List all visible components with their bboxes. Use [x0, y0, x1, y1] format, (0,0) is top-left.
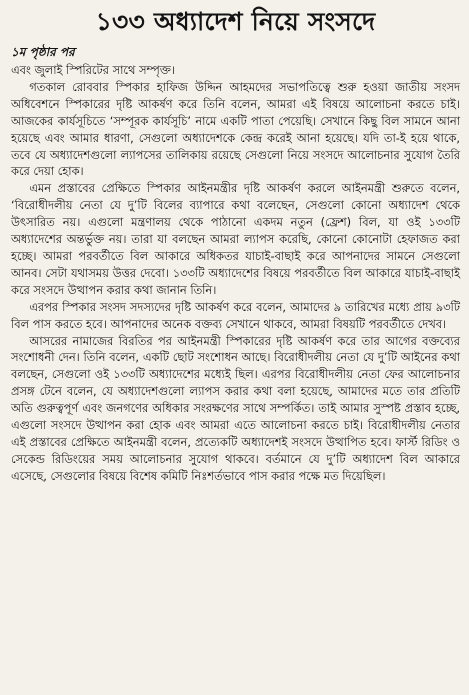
- article-paragraph: এমন প্রস্তাবের প্রেক্ষিতে স্পিকার আইনমন্ত্রীর দৃষ্টি আকর্ষণ করলে আইনমন্ত্রী শুরুতে বলেন, ‘বিরোধীদলীয় নেতা যে দু’টি বিলের ব্যাপারে কথা বলেছেন, সেগুলো কোনো অধ্যাদেশ থেকে উৎসারিত নয়। এগুলো মন্ত্রণালয় থেকে পাঠানো একদম নতুন (ফ্রেশ) বিল, যা ওই ১৩৩টি অধ্যাদেশের অন্তর্ভুক্ত নয়। তারা যা বলছেন আমরা ল্যাপস করেছি, কোনো কোনোটা হেফাজত করা হচ্ছে। আমরা পরবর্তীতে বিল আকারে অধিকতর যাচাই-বাছাই করে আপনাদের সামনে সেগুলো আনব। সেটা যথাসময় উত্তর দেবো। ১৩৩টি অধ্যাদেশের বিষয়ে পরবর্তীতে বিল আকারে যাচাই-বাছাই করে সংসদে উত্থাপন করার কথা জানান তিনি।: [11, 181, 460, 297]
- continued-from-label: ১ম পৃষ্ঠার পর: [11, 45, 75, 59]
- article-body: [11, 62, 460, 485]
- article-paragraph: আসরের নামাজের বিরতির পর আইনমন্ত্রী স্পিকারের দৃষ্টি আকর্ষণ করে তার আগের বক্তব্যের সংশোধনী দেন। তিনি বলেন, একটি ছোট সংশোধন আছে। বিরোধীদলীয় নেতা যে দু’টি আইনের কথা বলছেন, সেগুলো ওই ১৩৩টি অধ্যাদেশের মধ্যেই ছিল। এরপর বিরোধীদলীয় নেতা ফের আলোচনার প্রসঙ্গ টেনে বলেন, যে অধ্যাদেশগুলো ল্যাপস করার কথা বলা হয়েছে, আমাদের মতে তার প্রতিটি অতি গুরুত্বপূর্ণ এবং জনগণের অধিকার সংরক্ষণের সাথে সম্পর্কিত। তাই আমার সুস্পষ্ট প্রস্তাব হচ্ছে, এগুলো সংসদে উত্থাপন করা হোক এবং আমরা এতে আলোচনা করতে চাই। বিরোধীদলীয় নেতার এই প্রস্তাবের প্রেক্ষিতে আইনমন্ত্রী বলেন, প্রত্যেকটি অধ্যাদেশই সংসদে উত্থাপিত হবে। ফার্স্ট রিডিং ও সেকেন্ড রিডিংয়ের সময় আলোচনার সুযোগ থাকবে। বর্তমানে যে দু’টি অধ্যাদেশ বিল আকারে এসেছে, সেগুলোর বিষয়ে বিশেষ কমিটি নিঃশর্তভাবে পাস করার পক্ষে মত দিয়েছিল।: [11, 333, 460, 483]
- article-paragraph: এবং জুলাই স্পিরিটের সাথে সম্পৃক্ত।: [11, 63, 175, 77]
- article-paragraph: এরপর স্পিকার সংসদ সদস্যদের দৃষ্টি আকর্ষণ করে বলেন, আমাদের ৯ তারিখের মধ্যে প্রায় ৯৩টি বিল পাস করতে হবে। আপনাদের অনেক বক্তব্য সেখানে থাকবে, আমরা বিষয়টি পরবর্তীতে দেখব।: [11, 299, 460, 331]
- headline: ১৩৩ অধ্যাদেশ নিয়ে সংসদে: [95, 7, 376, 36]
- article-paragraph: গতকাল রোববার স্পিকার হাফিজ উদ্দিন আহমদের সভাপতিত্বে শুরু হওয়া জাতীয় সংসদ অধিবেশনে স্পিকারের দৃষ্টি আকর্ষণ করে তিনি বলেন, আমরা এই বিষয়ে আলোচনা করতে চাই। আজকের কার্যসূচিতে ‘সম্পূরক কার্যসূচি’ নামে একটি পাতা পেয়েছি। সেখানে কিছু বিল সামনে আনা হয়েছে এবং আমার ধারণা, সেগুলো অধ্যাদেশকে কেন্দ্র করেই আনা হয়েছে। যদি তা-ই হয়ে থাকে, তবে যে অধ্যাদেশগুলো ল্যাপসের তালিকায় রয়েছে সেগুলো নিয়ে সংসদে আলোচনার সুযোগ তৈরি করে দেয়া হোক।: [11, 79, 460, 179]
